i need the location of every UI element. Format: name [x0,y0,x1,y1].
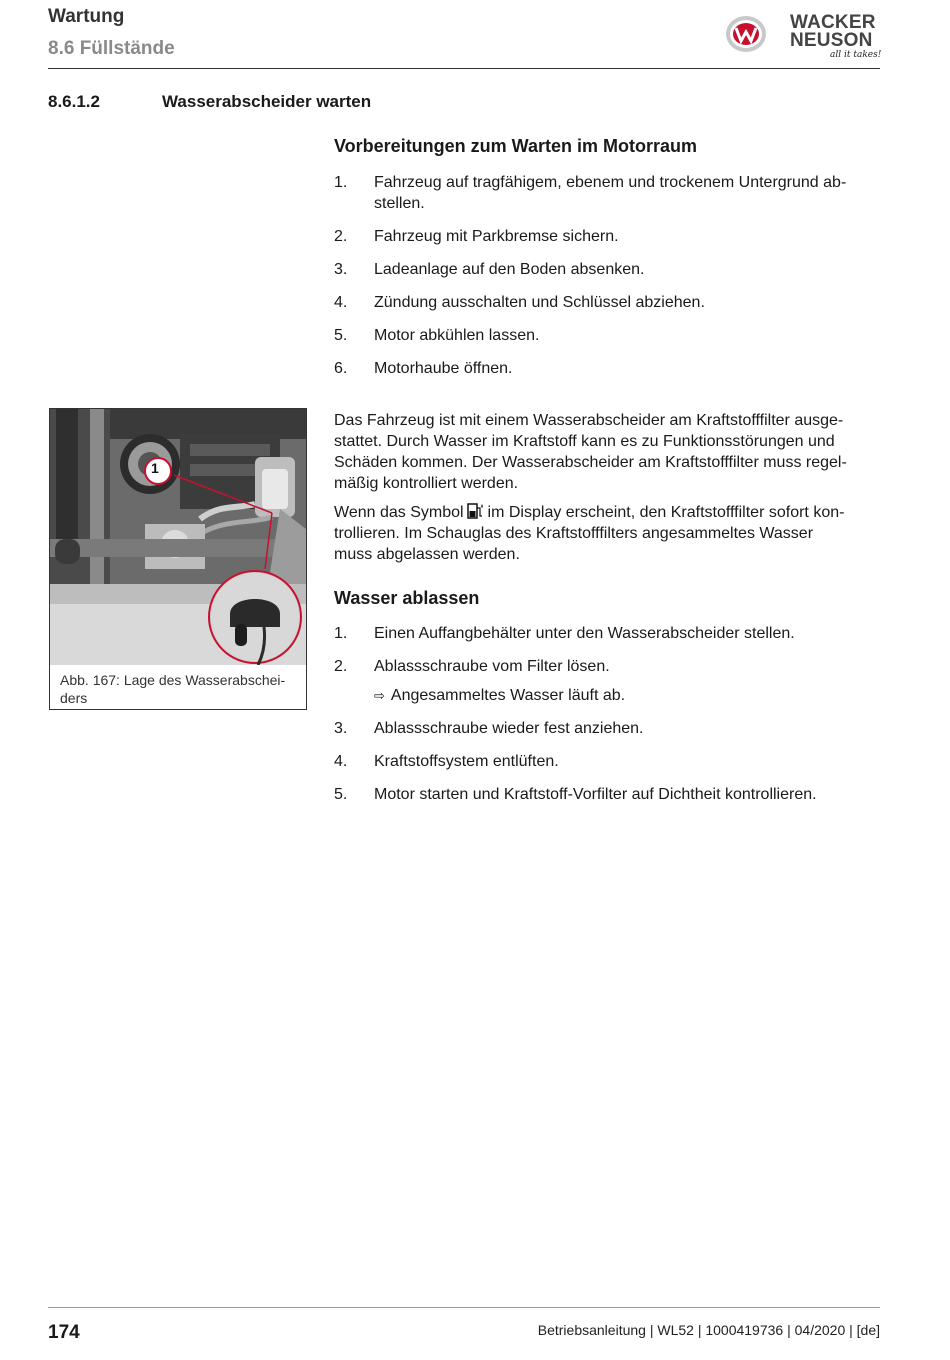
list-item: 1. Einen Auffangbehälter unter den Wasserabscheider stellen. [334,625,795,642]
wacker-neuson-logo-icon [724,14,768,54]
list-item: 3. Ablassschraube wieder fest anziehen. [334,720,644,737]
list-item: 5. Motor starten und Kraftstoff-Vorfilter auf Dichtheit kontrollieren. [334,786,817,803]
brand-name: WACKER NEUSON [790,12,876,51]
prep-steps [334,172,880,379]
prep-heading: Vorbereitungen zum Warten im Motorraum [334,136,698,156]
list-item: 4. Zündung ausschalten und Schlüssel abziehen. [334,294,705,311]
list-item: 6. Motorhaube öffnen. [334,360,513,377]
engine-photo [50,409,306,665]
chapter-title: Wartung [48,6,125,27]
list-item: 4. Kraftstoffsystem entlüften. [334,753,559,770]
info-paragraph-2: Wenn das Symbol im Display erscheint, den Kraftstofffilter sofort kon- trollieren. Im Schauglas des Kraftstofffilters angesammeltes Wasser muss abgelassen werden. [334,504,845,563]
footer-divider [48,1307,880,1308]
drain-steps [334,623,880,805]
page-number: 174 [48,1322,80,1343]
list-item: 2. Fahrzeug mit Parkbremse sichern. [334,228,619,245]
header-divider [48,68,880,69]
section-title: Wasserabscheider warten [162,92,372,111]
figure-caption: Abb. 167: Lage des Wasserabschei- ders [60,672,286,706]
section-number: 8.6.1.2 [48,92,100,111]
list-item: 1. Fahrzeug auf tragfähigem, ebenem und trockenem Untergrund ab- stellen. [334,174,847,212]
info-paragraph-1: Das Fahrzeug ist mit einem Wasserabscheider am Kraftstofffilter ausge- stattet. Durch Wasser im Kraftstoff kann es zu Funktionsstörungen und Schäden kommen. Der Wasserabscheider am Kraftstofffilter muss regel- mäßig kontrolliert werden. [334,412,847,492]
brand-tagline: all it takes! [830,50,882,60]
figure-engine-bay [49,408,307,710]
list-item: 5. Motor abkühlen lassen. [334,327,540,344]
footer-meta: Betriebsanleitung | WL52 | 1000419736 | 04/2020 | [de] [537,1322,880,1338]
list-item: 3. Ladeanlage auf den Boden absenken. [334,261,645,278]
water-in-fuel-icon [467,502,485,520]
list-item: 2. Ablassschraube vom Filter lösen. ⇨ Angesammeltes Wasser läuft ab. [334,656,880,706]
subchapter-title: 8.6 Füllstände [48,38,175,59]
drain-heading: Wasser ablassen [334,588,480,608]
result-line: ⇨ Angesammeltes Wasser läuft ab. [374,687,626,704]
result-arrow-icon: ⇨ [374,688,385,703]
callout-label: 1 [151,460,159,476]
